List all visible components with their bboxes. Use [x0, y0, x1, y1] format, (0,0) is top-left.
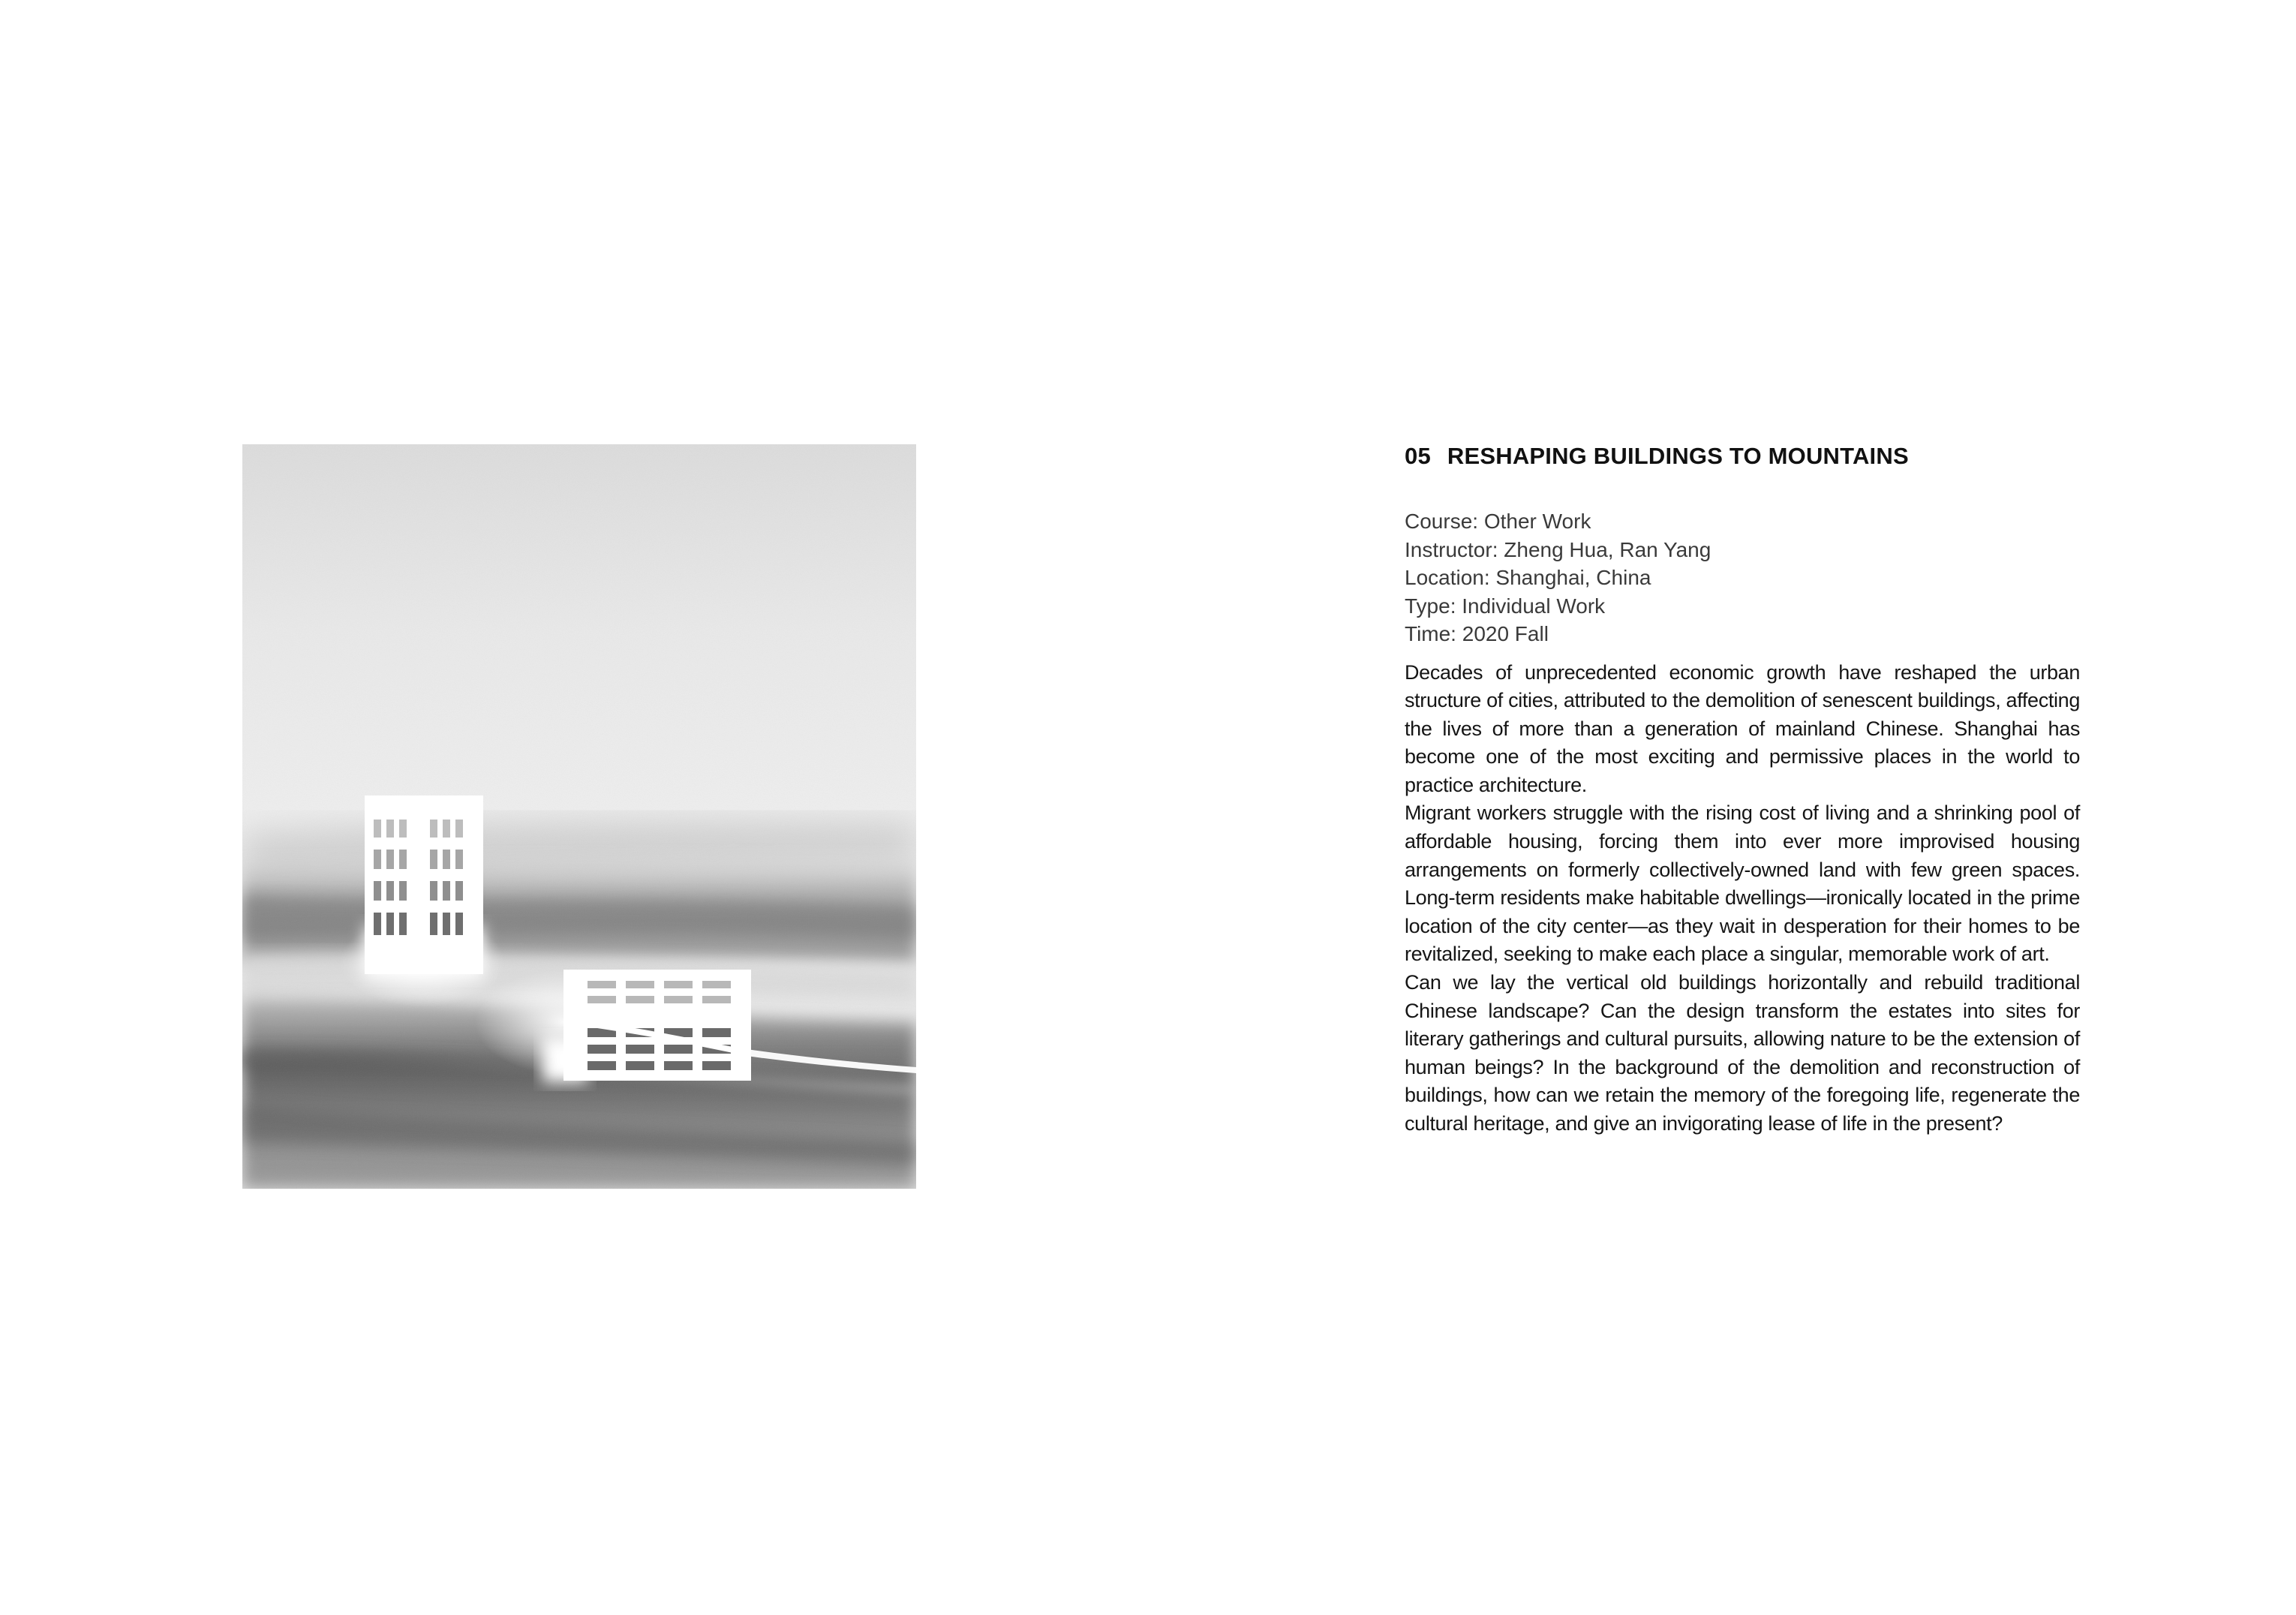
project-description-column: [1405, 441, 2080, 1138]
description-paragraph-2: Migrant workers struggle with the rising cost of living and a shrinking pool of affordable housing, forcing them into ever more improvised housing arrangements on formerly collectively-owned land with few green spaces. Long-term residents make habitable dwellings—ironically located in the prime location of the city center—as they wait in desperation for their homes to be revitalized, seeking to make each place a singular, memorable work of art.: [1405, 801, 2080, 966]
meta-time: Time: 2020 Fall: [1405, 622, 1549, 645]
project-title: [1405, 441, 2080, 471]
project-number: 05: [1405, 443, 1431, 469]
meta-instructor: Instructor: Zheng Hua, Ran Yang: [1405, 537, 1711, 561]
meta-type: Type: Individual Work: [1405, 594, 1606, 618]
ink-landscape-illustration: [242, 444, 916, 1189]
horizontal-building-illustration: [475, 970, 751, 1082]
meta-location: Location: Shanghai, China: [1405, 566, 1651, 589]
project-title-text: RESHAPING BUILDINGS TO MOUNTAINS: [1447, 443, 1909, 469]
tall-building-illustration: [340, 795, 505, 1007]
project-description: [1405, 659, 2080, 1138]
description-paragraph-1: Decades of unprecedented economic growth have reshaped the urban structure of cities, attributed to the demolition of senescent buildings, affecting the lives of more than a generation of mainland Chinese. Shanghai has become one of the most exciting and permissive places in the world to practice architecture.: [1405, 660, 2080, 796]
project-meta-list: [1405, 507, 2080, 648]
description-paragraph-3: Can we lay the vertical old buildings horizontally and rebuild traditional Chinese landscape? Can the design transform the estates into sites for literary gatherings and cultural pursuits, allowing nature to be the extension of human beings? In the background of the demolition and reconstruction of buildings, how can we retain the memory of the foregoing life, regenerate the cultural heritage, and give an invigorating lease of life in the present?: [1405, 971, 2080, 1135]
artwork-image: [242, 444, 916, 1189]
meta-course: Course: Other Work: [1405, 510, 1591, 533]
